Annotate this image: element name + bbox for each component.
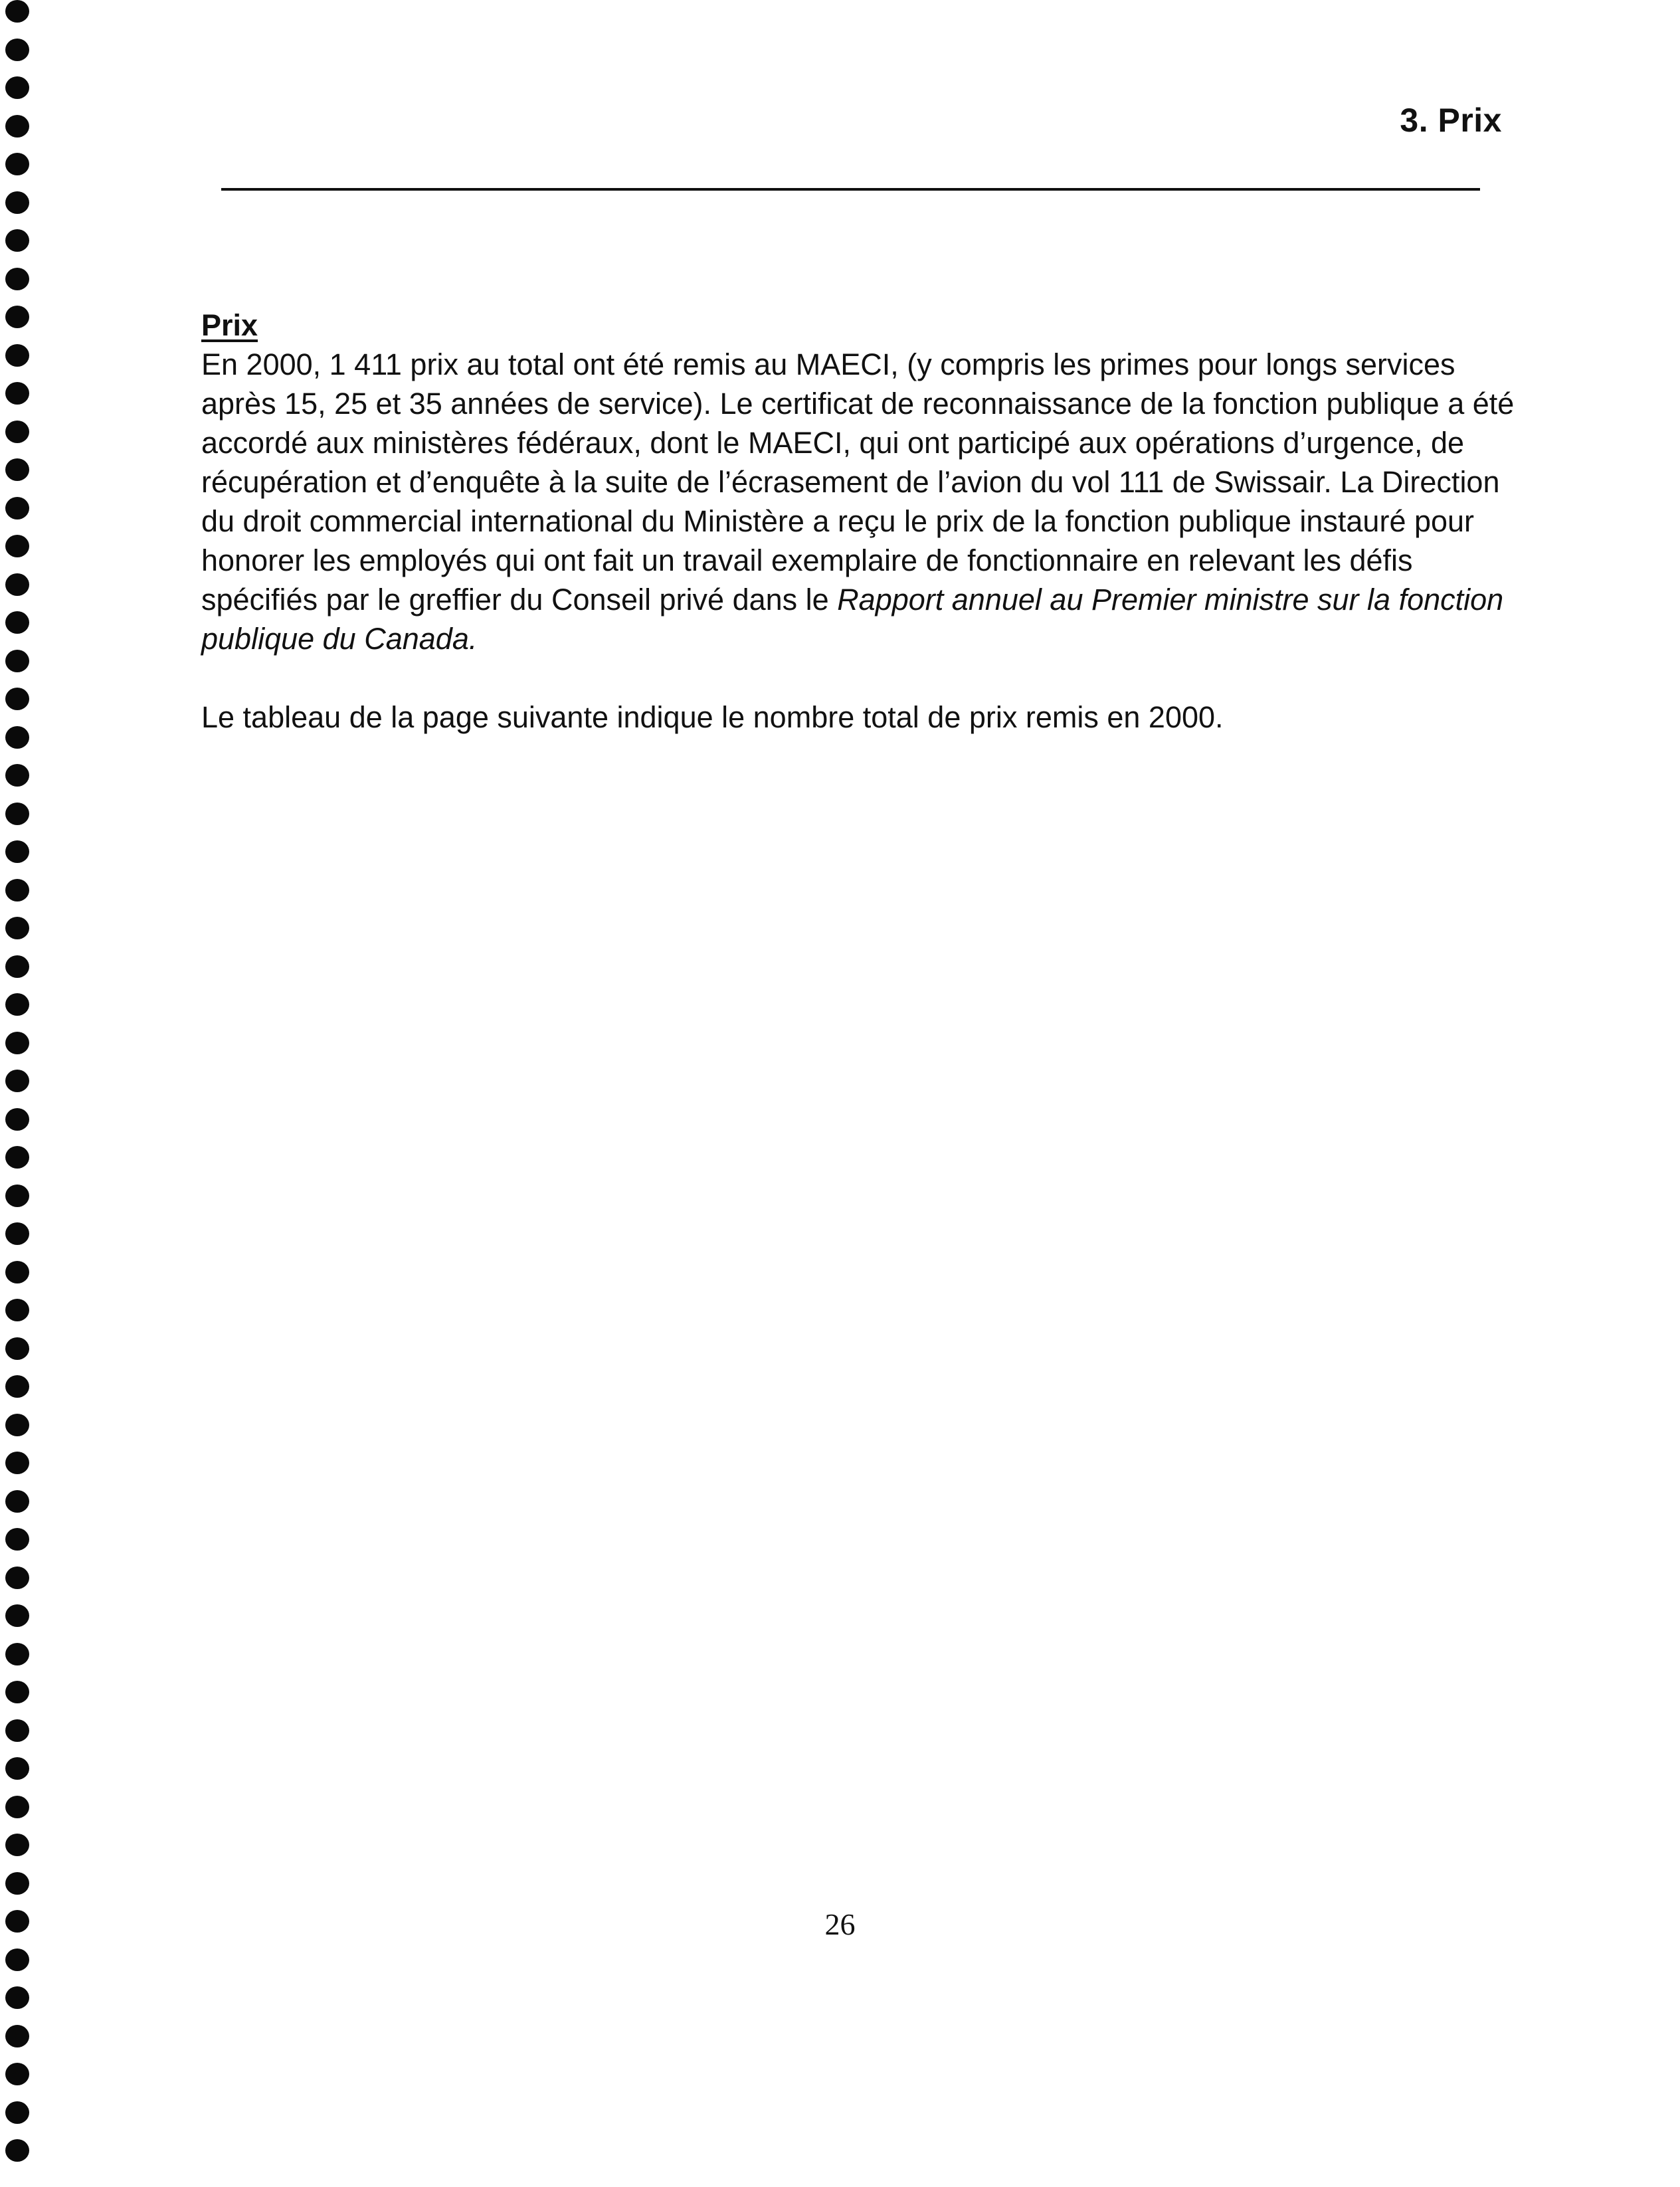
binding-hole: [5, 1108, 29, 1131]
binding-hole: [5, 688, 29, 710]
binding-hole: [5, 1146, 29, 1169]
binding-hole: [5, 917, 29, 939]
binding-hole: [5, 764, 29, 787]
binding-hole: [5, 1185, 29, 1207]
binding-hole: [5, 1222, 29, 1245]
binding-hole: [5, 1643, 29, 1665]
section-heading: Prix: [201, 308, 258, 342]
binding-hole: [5, 1375, 29, 1398]
binding-hole: [5, 2139, 29, 2162]
binding-hole: [5, 1719, 29, 1742]
binding-hole: [5, 1261, 29, 1284]
binding-hole: [5, 0, 29, 23]
binding-hole: [5, 1299, 29, 1321]
title-divider: [221, 188, 1480, 191]
binding-hole: [5, 879, 29, 902]
binding-hole: [5, 650, 29, 672]
binding-hole: [5, 1681, 29, 1703]
binding-hole: [5, 726, 29, 749]
binding-hole: [5, 840, 29, 863]
binding-hole: [5, 2025, 29, 2047]
binding-hole: [5, 497, 29, 520]
binding-hole: [5, 573, 29, 596]
binding-hole: [5, 1567, 29, 1589]
binding-hole: [5, 115, 29, 138]
binding-hole: [5, 535, 29, 557]
binding-hole: [5, 993, 29, 1016]
binding-hole: [5, 76, 29, 99]
paragraph-table-reference: Le tableau de la page suivante indique le nombre total de prix remis en 2000.: [201, 700, 1224, 734]
binding-hole: [5, 1032, 29, 1054]
binding-hole: [5, 458, 29, 481]
binding-hole: [5, 803, 29, 825]
page-number: 26: [824, 1907, 856, 1941]
paragraph-awards: [201, 345, 1517, 658]
binding-hole: [5, 153, 29, 175]
binding-hole: [5, 955, 29, 978]
binding-hole: [5, 2101, 29, 2124]
binding-hole: [5, 1490, 29, 1513]
binding-hole: [5, 1452, 29, 1474]
binding-hole: [5, 1337, 29, 1360]
binding-hole: [5, 382, 29, 405]
binding-holes: [0, 0, 53, 2187]
binding-hole: [5, 1757, 29, 1780]
report-title: Rapport annuel au Premier ministre sur la fonction publique du Canada.: [201, 583, 1504, 656]
binding-hole: [5, 1604, 29, 1627]
binding-hole: [5, 2063, 29, 2085]
binding-hole: [5, 1528, 29, 1551]
binding-hole: [5, 1986, 29, 2009]
binding-hole: [5, 229, 29, 252]
paragraph-awards-text: En 2000, 1 411 prix au total ont été remis au MAECI, (y compris les primes pour longs services après 15, 25 et 35 années de service). Le certificat de reconnaissance de la fonction publique a été accordé aux ministères fédéraux, dont le MAECI, qui ont participé aux opérations d’urgence, de récupération et d’enquête à la suite de l’écrasement de l’avion du vol 111 de Swissair. La Direction du droit commercial international du Ministère a reçu le prix de la fonction publique instauré pour honorer les employés qui ont fait un travail exemplaire de fonctionnaire en relevant les défis spécifiés par le greffier du Conseil privé dans le: [201, 347, 1515, 617]
binding-hole: [5, 344, 29, 367]
binding-hole: [5, 39, 29, 61]
binding-hole: [5, 1834, 29, 1856]
binding-hole: [5, 421, 29, 443]
binding-hole: [5, 306, 29, 328]
chapter-title: 3. Prix: [1400, 102, 1502, 139]
binding-hole: [5, 611, 29, 634]
binding-hole: [5, 1414, 29, 1436]
binding-hole: [5, 1872, 29, 1895]
binding-hole: [5, 1949, 29, 1971]
binding-hole: [5, 1796, 29, 1818]
binding-hole: [5, 191, 29, 214]
binding-hole: [5, 268, 29, 290]
main-content: [201, 306, 1517, 737]
binding-hole: [5, 1070, 29, 1092]
